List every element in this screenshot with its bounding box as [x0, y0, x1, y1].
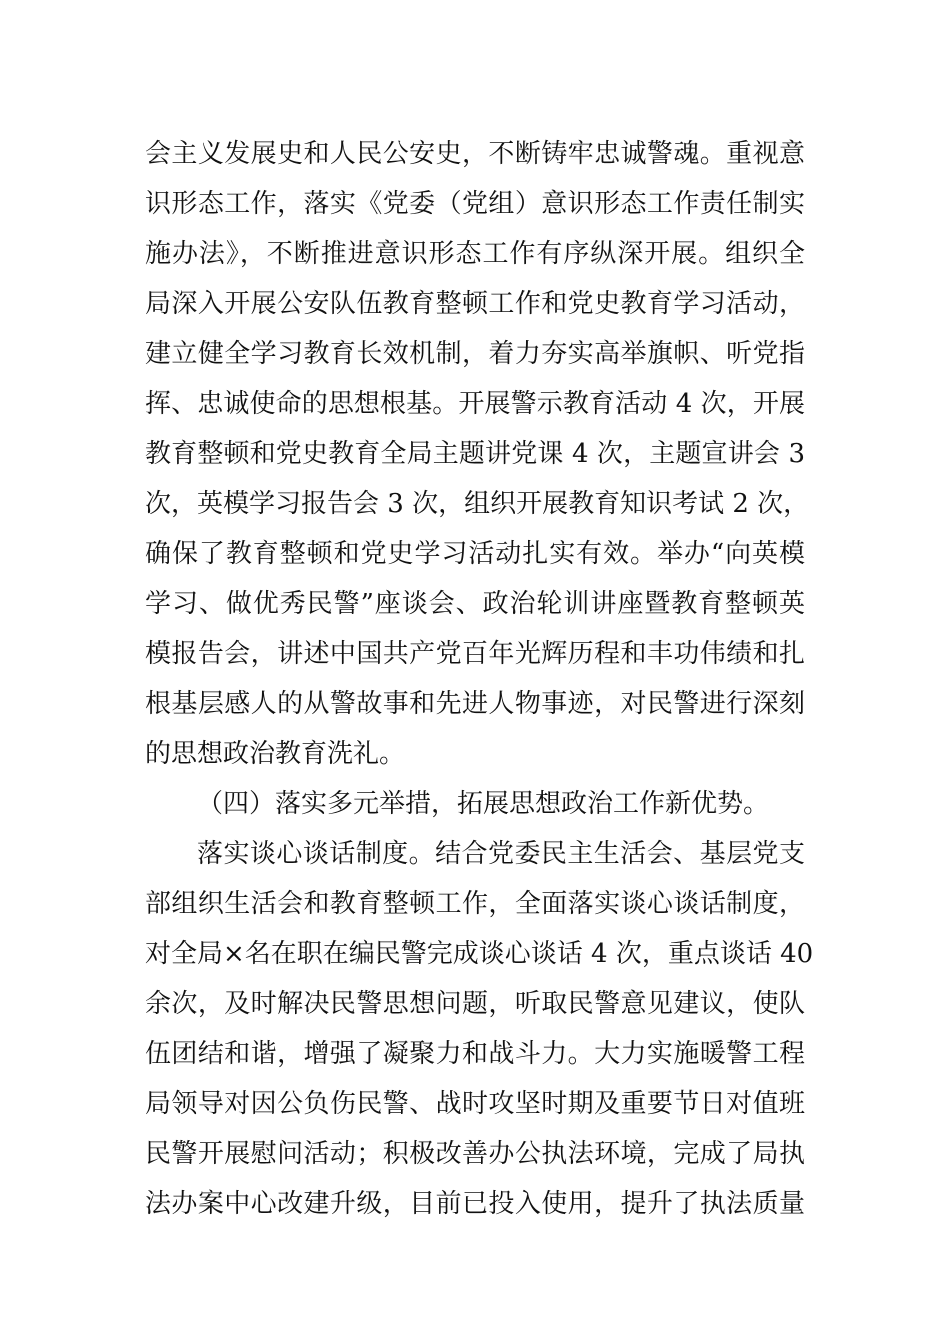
text-line: 民警开展慰问活动；积极改善办公执法环境，完成了局执 — [145, 1139, 805, 1169]
section-heading: （四）落实多元举措，拓展思想政治工作新优势。 — [197, 789, 770, 819]
text-line: 识形态工作，落实《党委（党组）意识形态工作责任制实 — [145, 189, 805, 219]
text-line: 模报告会，讲述中国共产党百年光辉历程和丰功伟绩和扎 — [145, 639, 805, 669]
text-line: 落实谈心谈话制度。结合党委民主生活会、基层党支 — [197, 839, 805, 869]
text-line: 局深入开展公安队伍教育整顿工作和党史教育学习活动， — [145, 289, 805, 319]
text-line: 余次，及时解决民警思想问题，听取民警意见建议，使队 — [145, 989, 805, 1019]
text-line: 局领导对因公负伤民警、战时攻坚时期及重要节日对值班 — [145, 1089, 805, 1119]
text-line: 部组织生活会和教育整顿工作，全面落实谈心谈话制度， — [145, 889, 805, 919]
text-line: 施办法》，不断推进意识形态工作有序纵深开展。组织全 — [145, 239, 805, 269]
text-line: 确保了教育整顿和党史学习活动扎实有效。举办“向英模 — [145, 539, 805, 569]
text-line: 挥、忠诚使命的思想根基。开展警示教育活动 4 次，开展 — [145, 389, 805, 419]
text-line: 学习、做优秀民警”座谈会、政治轮训讲座暨教育整顿英 — [145, 589, 805, 619]
text-line: 伍团结和谐，增强了凝聚力和战斗力。大力实施暖警工程 — [145, 1039, 805, 1069]
text-line: 建立健全学习教育长效机制，着力夯实高举旗帜、听党指 — [145, 339, 805, 369]
text-line: 法办案中心改建升级，目前已投入使用，提升了执法质量 — [145, 1189, 805, 1219]
text-line: 根基层感人的从警故事和先进人物事迹，对民警进行深刻 — [145, 689, 805, 719]
text-line: 的思想政治教育洗礼。 — [145, 739, 406, 769]
text-line: 次，英模学习报告会 3 次，组织开展教育知识考试 2 次， — [145, 489, 810, 519]
text-line: 对全局×名在职在编民警完成谈心谈话 4 次，重点谈话 40 — [145, 939, 814, 969]
text-line: 会主义发展史和人民公安史，不断铸牢忠诚警魂。重视意 — [145, 139, 805, 169]
text-line: 教育整顿和党史教育全局主题讲党课 4 次，主题宣讲会 3 — [145, 439, 805, 469]
